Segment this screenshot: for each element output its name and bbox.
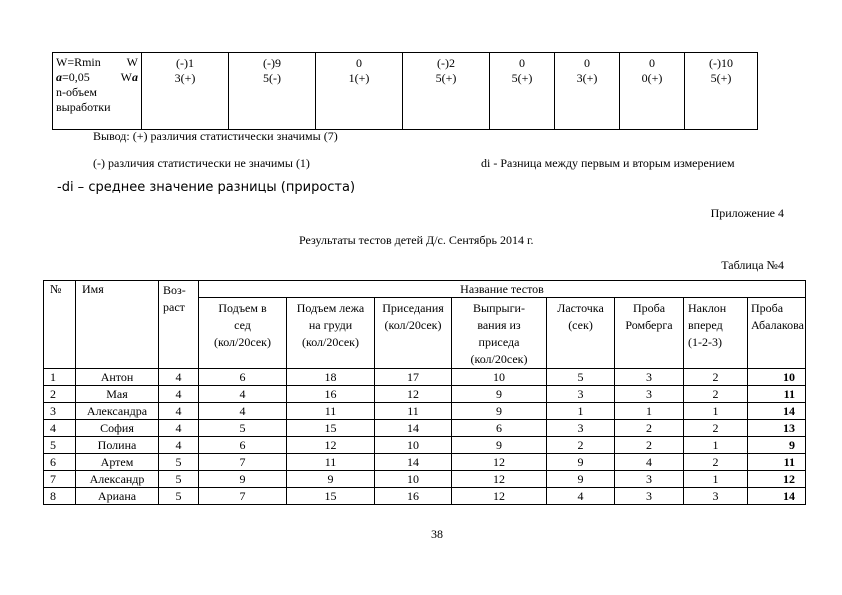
test-value: 16 <box>375 488 452 505</box>
test-value: 7 <box>199 454 287 471</box>
row-number: 8 <box>44 488 76 505</box>
test-value: 14 <box>748 403 806 420</box>
cell-value: (-)2 <box>437 56 455 70</box>
test-value: 3 <box>615 488 684 505</box>
test-value: 3 <box>547 420 615 437</box>
table-row <box>44 471 806 488</box>
label-line-4: выработки <box>56 100 111 114</box>
row-number: 4 <box>44 420 76 437</box>
test-value: 12 <box>748 471 806 488</box>
test-value: 4 <box>547 488 615 505</box>
test-value: 2 <box>615 437 684 454</box>
child-age: 4 <box>159 403 199 420</box>
test-value: 3 <box>615 369 684 386</box>
test-value: 10 <box>375 471 452 488</box>
test-value: 2 <box>547 437 615 454</box>
cell-value: (-)9 <box>263 56 281 70</box>
test-value: 6 <box>199 369 287 386</box>
test-value: 4 <box>199 403 287 420</box>
summary-cell <box>490 53 555 130</box>
test-value: 7 <box>199 488 287 505</box>
test-value: 1 <box>684 471 748 488</box>
test-value: 3 <box>547 386 615 403</box>
test-value: 1 <box>684 403 748 420</box>
child-name: Ариана <box>76 488 159 505</box>
conclusion-text: Вывод: (+) различия статистически значимы (7) <box>93 129 338 143</box>
child-age: 4 <box>159 369 199 386</box>
summary-cell <box>403 53 490 130</box>
row-number: 2 <box>44 386 76 403</box>
test-value: 1 <box>547 403 615 420</box>
test-value: 9 <box>199 471 287 488</box>
child-age: 4 <box>159 386 199 403</box>
table-row <box>44 454 806 471</box>
row-number: 1 <box>44 369 76 386</box>
test-value: 2 <box>684 454 748 471</box>
cell-value: 5(-) <box>263 71 281 85</box>
label-line-1: W=Rmin W <box>56 55 138 69</box>
row-number: 3 <box>44 403 76 420</box>
child-name: Мая <box>76 386 159 403</box>
child-age: 5 <box>159 471 199 488</box>
cell-value: 3(+) <box>576 71 598 85</box>
cell-value: 5(+) <box>435 71 457 85</box>
header-test-swallow: Ласточка (сек) <box>547 298 615 369</box>
cell-value: (-)1 <box>176 56 194 70</box>
results-title: Результаты тестов детей Д/с. Сентябрь 2014 г. <box>299 233 534 247</box>
summary-cell <box>685 53 758 130</box>
test-value: 4 <box>199 386 287 403</box>
child-age: 4 <box>159 420 199 437</box>
test-value: 10 <box>748 369 806 386</box>
test-value: 5 <box>547 369 615 386</box>
test-value: 2 <box>684 369 748 386</box>
header-test-romberg: Проба Ромберга <box>615 298 684 369</box>
test-value: 12 <box>452 454 547 471</box>
table-label: Таблица №4 <box>721 258 784 272</box>
appendix-label: Приложение 4 <box>710 206 784 220</box>
header-test-prone-lift: Подъем лежа на груди (кол/20сек) <box>287 298 375 369</box>
test-value: 9 <box>452 403 547 420</box>
label-line-2: a=0,05 Wa <box>56 70 138 84</box>
header-test-squats: Приседания (кол/20сек) <box>375 298 452 369</box>
test-value: 15 <box>287 488 375 505</box>
cell-value: 0 <box>649 56 655 70</box>
child-name: Антон <box>76 369 159 386</box>
child-name: Полина <box>76 437 159 454</box>
test-value: 15 <box>287 420 375 437</box>
di-note: di - Разница между первым и вторым измерением <box>481 156 735 170</box>
row-number: 5 <box>44 437 76 454</box>
row-number: 6 <box>44 454 76 471</box>
child-name: Александр <box>76 471 159 488</box>
results-summary-table <box>52 52 758 130</box>
header-name: Имя <box>76 281 159 369</box>
test-value: 3 <box>684 488 748 505</box>
test-value: 1 <box>615 403 684 420</box>
page-number: 38 <box>431 527 443 541</box>
test-value: 6 <box>452 420 547 437</box>
cell-value: 5(+) <box>511 71 533 85</box>
test-value: 4 <box>615 454 684 471</box>
header-test-bend: Наклон вперед (1-2-3) <box>684 298 748 369</box>
label-line-3: n-объем <box>56 85 97 99</box>
header-num: № <box>44 281 76 369</box>
cell-value: 0 <box>584 56 590 70</box>
header-test-abalakov: Проба Абалакова <box>748 298 806 369</box>
row-number: 7 <box>44 471 76 488</box>
child-name: София <box>76 420 159 437</box>
test-value: 16 <box>287 386 375 403</box>
table-row <box>44 369 806 386</box>
test-value: 17 <box>375 369 452 386</box>
not-significant-text: (-) различия статистически не значимы (1) <box>93 156 310 170</box>
header-age: Воз- раст <box>159 281 199 369</box>
summary-cell <box>142 53 229 130</box>
header-test-situps: Подъем в сед (кол/20сек) <box>199 298 287 369</box>
test-value: 11 <box>375 403 452 420</box>
test-value: 9 <box>547 454 615 471</box>
test-value: 11 <box>287 403 375 420</box>
table-row <box>44 386 806 403</box>
header-tests-title: Название тестов <box>199 281 806 298</box>
test-value: 12 <box>375 386 452 403</box>
test-value: 9 <box>452 437 547 454</box>
table-row <box>44 488 806 505</box>
test-value: 2 <box>615 420 684 437</box>
test-value: 11 <box>748 386 806 403</box>
child-age: 4 <box>159 437 199 454</box>
cell-value: 3(+) <box>174 71 196 85</box>
test-value: 14 <box>375 420 452 437</box>
test-value: 12 <box>452 488 547 505</box>
test-value: 12 <box>287 437 375 454</box>
test-value: 9 <box>748 437 806 454</box>
summary-cell <box>555 53 620 130</box>
test-value: 13 <box>748 420 806 437</box>
test-value: 1 <box>684 437 748 454</box>
test-value: 12 <box>452 471 547 488</box>
cell-value: 5(+) <box>710 71 732 85</box>
test-value: 2 <box>684 420 748 437</box>
test-value: 11 <box>748 454 806 471</box>
test-value: 2 <box>684 386 748 403</box>
child-name: Артем <box>76 454 159 471</box>
cell-value: 0 <box>356 56 362 70</box>
test-value: 6 <box>199 437 287 454</box>
summary-cell <box>316 53 403 130</box>
child-age: 5 <box>159 454 199 471</box>
test-results-table <box>43 280 806 505</box>
test-value: 9 <box>452 386 547 403</box>
cell-value: 1(+) <box>348 71 370 85</box>
header-test-jumps: Выпрыги- вания из приседа (кол/20сек) <box>452 298 547 369</box>
test-value: 10 <box>452 369 547 386</box>
test-value: 3 <box>615 471 684 488</box>
test-value: 18 <box>287 369 375 386</box>
test-value: 5 <box>199 420 287 437</box>
summary-cell <box>620 53 685 130</box>
table-row <box>44 437 806 454</box>
cell-value: 0(+) <box>641 71 663 85</box>
di-mean-note: -di – среднее значение разницы (прироста) <box>57 180 356 195</box>
summary-cell <box>229 53 316 130</box>
test-value: 3 <box>615 386 684 403</box>
test-value: 14 <box>748 488 806 505</box>
child-age: 5 <box>159 488 199 505</box>
test-value: 10 <box>375 437 452 454</box>
table-row <box>44 420 806 437</box>
cell-value: 0 <box>519 56 525 70</box>
test-value: 14 <box>375 454 452 471</box>
summary-label-cell <box>53 53 142 130</box>
table-row <box>44 403 806 420</box>
child-name: Александра <box>76 403 159 420</box>
test-value: 11 <box>287 454 375 471</box>
cell-value: (-)10 <box>709 56 733 70</box>
test-value: 9 <box>547 471 615 488</box>
test-value: 9 <box>287 471 375 488</box>
